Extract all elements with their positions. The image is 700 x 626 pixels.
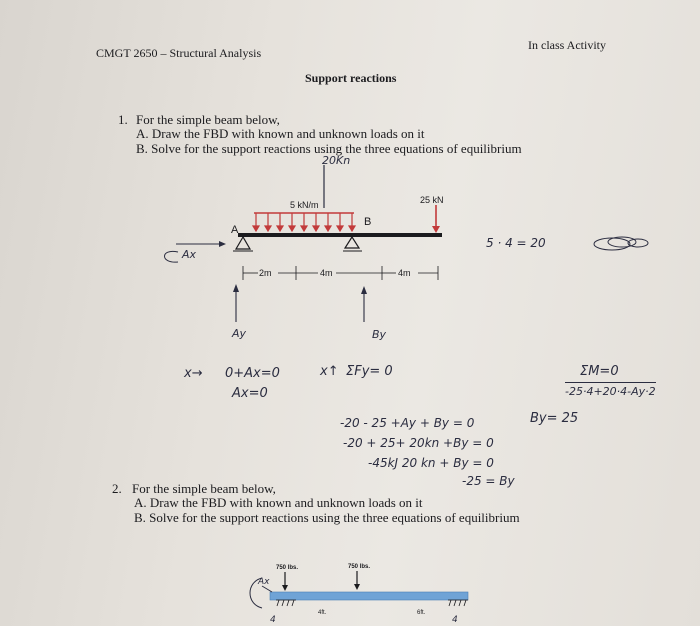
ax-arrow-label: Ax	[182, 248, 197, 261]
problem2-prompt: For the simple beam below,	[132, 481, 276, 496]
problem2-item-b: B. Solve for the support reactions using the three equations of equilibrium	[134, 510, 520, 525]
distributed-load-label: 5 kN/m	[290, 200, 319, 210]
dimension-label-2: 4m	[320, 268, 333, 278]
ay-label: Ay	[232, 327, 247, 340]
sum-fy-symbol: x↑	[320, 364, 339, 379]
sum-fx-symbol: x→	[184, 366, 203, 381]
sum-fx-equation: 0+Ax=0	[225, 366, 280, 381]
problem2-item-a: A. Draw the FBD with known and unknown loads on it	[134, 495, 423, 510]
dimension-label-2-2: 6ft.	[417, 610, 426, 616]
load-arrow-1	[282, 572, 288, 591]
problem1-item-b: B. Solve for the support reactions using the three equations of equilibrium	[136, 141, 522, 156]
activity-label: In class Activity	[528, 38, 606, 52]
load-label-1: 750 lbs.	[276, 565, 299, 571]
ay-mark-2: 4	[270, 615, 276, 625]
moment-calc: 5 · 4 = 20	[486, 236, 546, 250]
moment-equation: -25·4+20·4-Ay·2	[565, 382, 656, 398]
support-a-label: A	[231, 224, 239, 236]
by-mark-2: 4	[452, 615, 458, 625]
support-right	[448, 600, 468, 606]
fy-line-1: -20 - 25 +Ay + By = 0	[340, 416, 475, 430]
ax-label-2: Ax	[258, 577, 270, 587]
support-left	[276, 600, 296, 606]
problem1-prompt: For the simple beam below,	[136, 112, 280, 127]
ax-result: Ax=0	[232, 386, 268, 401]
problem1-number: 1.	[118, 112, 128, 127]
page-title: Support reactions	[305, 71, 397, 85]
fy-line-2: -20 + 25+ 20kn +By = 0	[343, 436, 494, 450]
sum-fy-equation: ΣFy= 0	[346, 364, 393, 379]
sum-m-equation: ΣM=0	[580, 364, 619, 379]
resultant-label: 20Kn	[322, 154, 351, 167]
load-label-2: 750 lbs.	[348, 564, 371, 570]
problem2-number: 2.	[112, 481, 122, 496]
beam-2	[270, 592, 468, 600]
fy-line-3: -45kJ 20 kn + By = 0	[368, 456, 494, 470]
dimension-label-1: 2m	[259, 268, 272, 278]
load-arrow-2	[354, 571, 360, 590]
support-b-label: B	[364, 216, 372, 228]
by-label: By	[372, 328, 387, 341]
fy-line-4: -25 = By	[462, 474, 515, 488]
dimension-label-2-1: 4ft.	[318, 610, 327, 616]
problem1-item-a: A. Draw the FBD with known and unknown loads on it	[136, 126, 425, 141]
dimension-label-3: 4m	[398, 268, 411, 278]
course-title: CMGT 2650 – Structural Analysis	[96, 46, 262, 60]
point-load-label: 25 kN	[420, 195, 444, 205]
by-result: By= 25	[530, 411, 579, 426]
